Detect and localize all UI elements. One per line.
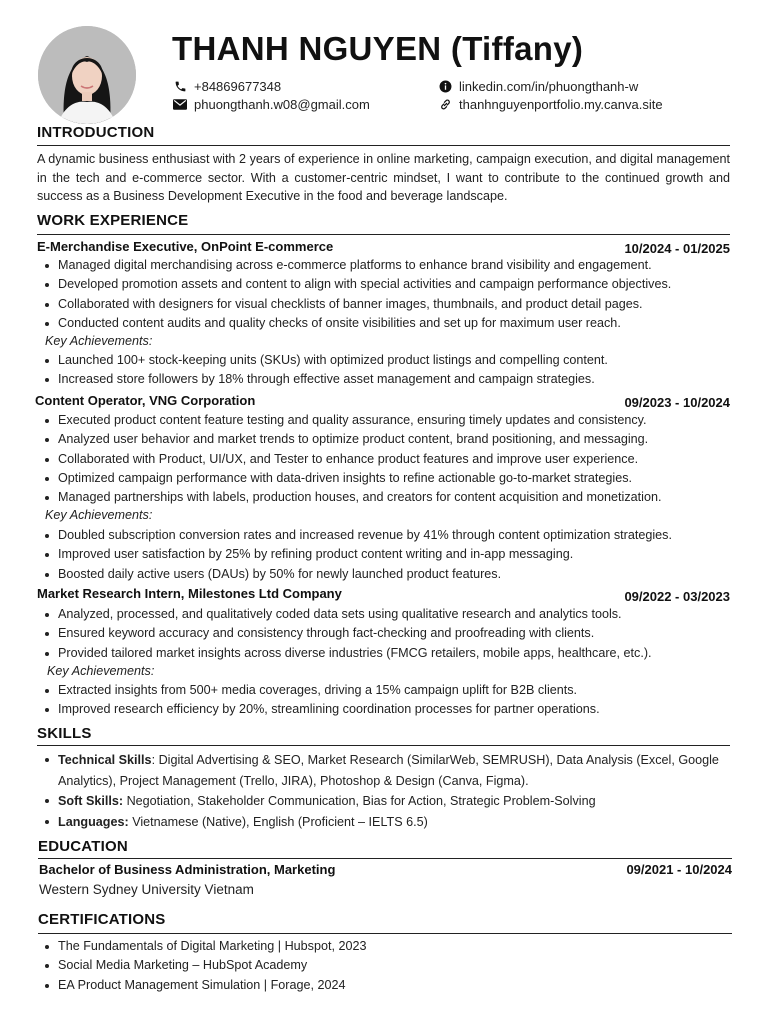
skills-heading: SKILLS (37, 725, 92, 742)
portfolio-url: thanhnguyenportfolio.my.canva.site (459, 97, 663, 112)
section-divider (38, 858, 732, 859)
section-divider (37, 234, 730, 235)
job-title: Content Operator, VNG Corporation (35, 393, 256, 408)
list-item: Increased store followers by 18% through effective asset management and campaign strategies. (37, 370, 737, 389)
job-responsibilities (37, 256, 737, 333)
job-title: E-Merchandise Executive, OnPoint E-commerce (37, 239, 334, 254)
list-item: Launched 100+ stock-keeping units (SKUs) with optimized product listings and compelling content. (37, 351, 737, 370)
list-item: Developed promotion assets and content to align with special activities and campaign performance objectives. (37, 275, 737, 294)
list-item: Analyzed user behavior and market trends to optimize product content, brand positioning, and messaging. (37, 430, 737, 449)
key-achievements-label: Key Achievements: (47, 664, 155, 678)
section-divider (37, 745, 730, 746)
phone-contact[interactable] (172, 79, 281, 94)
job-dates: 09/2023 - 10/2024 (624, 395, 730, 410)
certification-item: The Fundamentals of Digital Marketing | Hubspot, 2023 (37, 937, 737, 956)
job-achievements (37, 681, 737, 720)
certification-item: Social Media Marketing – HubSpot Academy (37, 956, 737, 975)
job-achievements (37, 526, 737, 584)
introduction-heading: INTRODUCTION (37, 124, 155, 141)
list-item: Improved user satisfaction by 25% by refining product content writing and in-app messaging. (37, 545, 737, 564)
work-experience-heading: WORK EXPERIENCE (37, 212, 189, 229)
list-item: Boosted daily active users (DAUs) by 50% for newly launched product features. (37, 565, 737, 584)
skill-text: Digital Advertising & SEO, Market Research (SimilarWeb, SEMRUSH), Data Analysis (Excel, Google Analytics), Project Management (Trello, JIRA), Photoshop & Design (Canva, Figma). (58, 753, 719, 788)
portfolio-contact[interactable] (437, 97, 663, 112)
link-icon (437, 98, 453, 112)
section-divider (38, 933, 732, 934)
degree-title: Bachelor of Business Administration, Marketing (39, 862, 336, 877)
list-item: Executed product content feature testing and quality assurance, ensuring timely updates and consistency. (37, 411, 737, 430)
introduction-text: A dynamic business enthusiast with 2 years of experience in online marketing, campaign execution, and digital management in the tech and e-commerce sector. With a customer-centric mindset, I want to contribute to the continued growth and success as a Business Development Executive in the food and beverage landscape. (37, 152, 730, 203)
candidate-name: THANH NGUYEN (Tiffany) (172, 30, 584, 67)
phone-icon (172, 80, 188, 94)
list-item: Conducted content audits and quality checks of onsite visibilities and set up for maximum user reach. (37, 314, 737, 333)
list-item: Provided tailored market insights across diverse industries (FMCG retailers, mobile apps, healthcare, etc.). (37, 644, 737, 663)
skill-item (37, 791, 727, 812)
list-item: Doubled subscription conversion rates and increased revenue by 41% through content optimization strategies. (37, 526, 737, 545)
email-address: phuongthanh.w08@gmail.com (194, 97, 370, 112)
job-title: Market Research Intern, Milestones Ltd Company (37, 586, 342, 601)
job-responsibilities (37, 605, 737, 663)
job-achievements (37, 351, 737, 390)
certification-item: EA Product Management Simulation | Forage, 2024 (37, 976, 737, 995)
list-item: Improved research efficiency by 20%, streamlining coordination processes for partner operations. (37, 700, 737, 719)
certifications-list (37, 937, 737, 995)
list-item: Optimized campaign performance with data-driven insights to refine actionable go-to-market strategies. (37, 469, 737, 488)
list-item: Collaborated with designers for visual checklists of banner images, thumbnails, and product detail pages. (37, 295, 737, 314)
skills-list (37, 750, 727, 832)
skill-text: Vietnamese (Native), English (Proficient – IELTS 6.5) (132, 814, 428, 829)
list-item: Analyzed, processed, and qualitatively coded data sets using qualitative research and analytics tools. (37, 605, 737, 624)
key-achievements-label: Key Achievements: (45, 334, 153, 348)
education-heading: EDUCATION (38, 838, 128, 855)
skill-item (37, 812, 727, 833)
school-name: Western Sydney University Vietnam (39, 882, 254, 897)
skill-item (37, 750, 727, 791)
linkedin-contact[interactable] (437, 79, 638, 94)
profile-photo (38, 26, 136, 124)
envelope-icon (172, 98, 188, 112)
job-dates: 09/2022 - 03/2023 (624, 589, 730, 604)
section-divider (37, 145, 730, 146)
skill-label: Languages: (58, 814, 129, 829)
list-item: Extracted insights from 500+ media coverages, driving a 15% campaign uplift for B2B clients. (37, 681, 737, 700)
linkedin-url: linkedin.com/in/phuongthanh-w (459, 79, 639, 94)
key-achievements-label: Key Achievements: (45, 508, 153, 522)
job-dates: 10/2024 - 01/2025 (624, 241, 730, 256)
skill-label: Technical Skills (58, 753, 152, 767)
skill-separator: : (151, 753, 159, 767)
job-responsibilities (37, 411, 737, 507)
skill-label: Soft Skills: (58, 794, 124, 808)
phone-number: +84869677348 (194, 79, 282, 94)
email-contact[interactable] (172, 97, 370, 112)
list-item: Managed partnerships with labels, production houses, and creators for content acquisition and monetization. (37, 488, 737, 507)
list-item: Collaborated with Product, UI/UX, and Tester to enhance product features and improve user experience. (37, 450, 737, 469)
education-dates: 09/2021 - 10/2024 (626, 862, 732, 877)
skill-text: Negotiation, Stakeholder Communication, Bias for Action, Strategic Problem-Solving (126, 794, 596, 808)
list-item: Managed digital merchandising across e-commerce platforms to enhance brand visibility and engagement. (37, 256, 737, 275)
certifications-heading: CERTIFICATIONS (38, 911, 166, 928)
list-item: Ensured keyword accuracy and consistency through fact-checking and proofreading with clients. (37, 624, 737, 643)
info-circle-icon (437, 80, 453, 94)
